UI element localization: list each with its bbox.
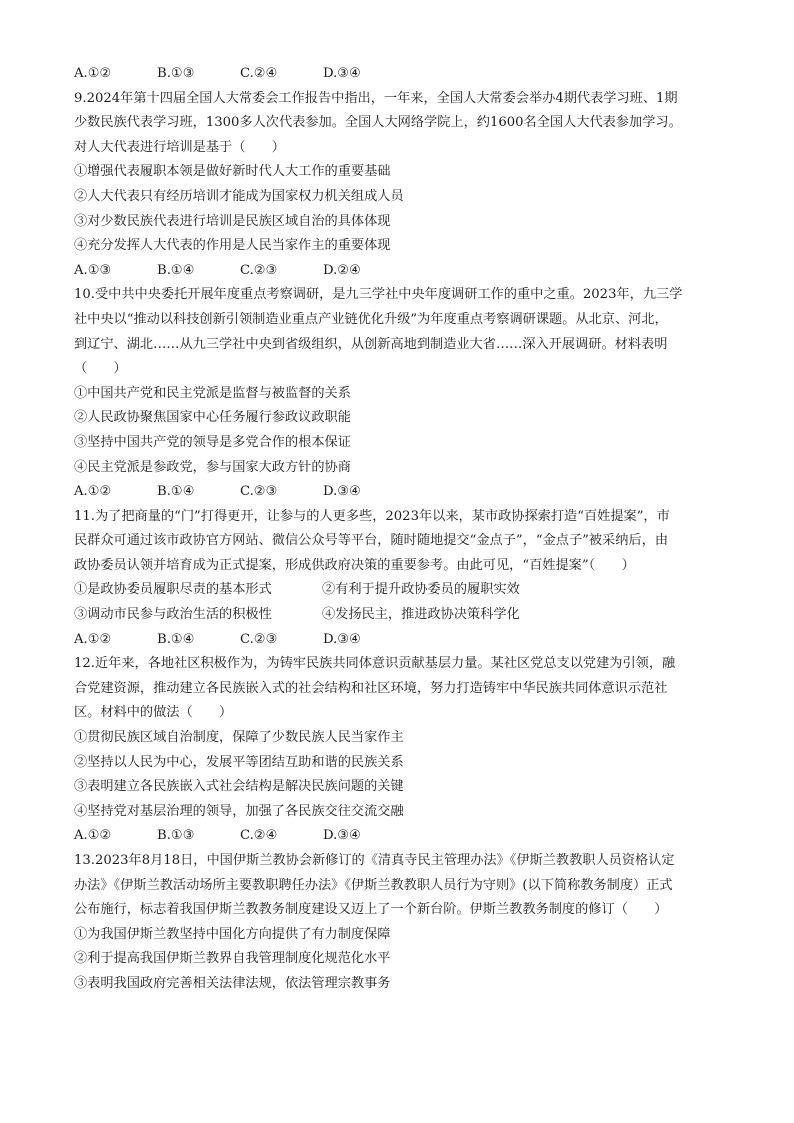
q11-stem-line-3: 政协委员认领并培育成为正式提案，形成供政府决策的重要参考。由此可见，“百姓提案”（ ） <box>74 557 635 573</box>
q13-statement-2: ②利于提高我国伊斯兰教界自我管理制度化规范化水平 <box>74 951 391 967</box>
q10-option-b: B.①④ <box>157 484 195 500</box>
q10-stem-line-4: （ ） <box>74 361 127 377</box>
q12-option-c: C.②④ <box>240 828 278 844</box>
q11-options <box>74 628 724 653</box>
q11-stem-line-1: 11.为了把商量的“门”打得更开，让参与的人更多些，2023年以来，某市政协探索打造“百姓提案”，市 <box>74 508 670 524</box>
q11-statements-row-2 <box>74 603 724 628</box>
question-11 <box>74 505 724 653</box>
exam-page <box>74 62 724 997</box>
q11-statement-4: ④发扬民主，推进政协决策科学化 <box>322 607 520 623</box>
q10-statement-3: ③坚持中国共产党的领导是多党合作的根本保证 <box>74 434 351 450</box>
q9-options <box>74 259 724 284</box>
q13-statement-1: ①为我国伊斯兰教坚持中国化方向提供了有力制度保障 <box>74 926 391 942</box>
q12-statement-2: ②坚持以人民为中心，发展平等团结互助和谐的民族关系 <box>74 754 404 770</box>
q13-stem-line-1: 13.2023年8月18日，中国伊斯兰教协会新修订的《清真寺民主管理办法》《伊斯兰教教职人员资格认定 <box>74 853 675 868</box>
q10-stem-line-1: 10.受中共中央委托开展年度重点考察调研，是九三学社中央年度调研工作的重中之重。2023年，九三学 <box>74 287 683 303</box>
q9-statement-1: ①增强代表履职本领是做好新时代人大工作的重要基础 <box>74 164 391 180</box>
q13-stem-line-2: 办法》《伊斯兰教活动场所主要教职聘任办法》《伊斯兰教教职人员行为守则》(以下简称教务制度）正式 <box>74 877 673 893</box>
q9-option-c: C.②③ <box>240 262 278 278</box>
q12-option-b: B.①③ <box>157 828 195 844</box>
q12-option-d: D.③④ <box>323 828 361 844</box>
q12-statement-1: ①贯彻民族区域自治制度，保障了少数民族人民当家作主 <box>74 730 404 746</box>
question-9 <box>74 87 724 284</box>
q12-options <box>74 824 724 849</box>
question-10 <box>74 283 724 504</box>
q8-option-d: D.③④ <box>323 66 361 81</box>
q10-option-a: A.①② <box>74 484 112 500</box>
q11-statements-row-1 <box>74 578 724 603</box>
q10-statement-2: ②人民政协聚焦国家中心任务履行参政议政职能 <box>74 410 351 426</box>
question-13 <box>74 849 724 997</box>
q8-option-a: A.①② <box>74 66 112 81</box>
q11-stem-line-2: 民群众可通过该市政协官方网站、微信公众号等平台，随时随地提交“金点子”，“金点子”被采纳后，由 <box>74 533 669 549</box>
q10-statement-4: ④民主党派是参政党，参与国家大政方针的协商 <box>74 459 351 475</box>
q11-option-a: A.①② <box>74 631 112 647</box>
q9-statement-3: ③对少数民族代表进行培训是民族区域自治的具体体现 <box>74 213 391 229</box>
q11-statement-2: ②有利于提升政协委员的履职实效 <box>322 582 520 598</box>
q10-stem-line-2: 社中央以“推动以科技创新引领制造业重点产业链优化升级”为年度重点考察调研课题。从北京、河北， <box>74 311 668 327</box>
q12-stem-line-2: 合党建资源，推动建立各民族嵌入式的社会结构和社区环境，努力打造铸牢中华民族共同体意识示范社 <box>74 680 668 696</box>
q9-option-b: B.①④ <box>157 262 195 278</box>
q12-stem-line-1: 12.近年来，各地社区积极作为，为铸牢民族共同体意识贡献基层力量。某社区党总支以党建为引领，融 <box>74 656 676 672</box>
question-12 <box>74 652 724 849</box>
q11-option-d: D.③④ <box>323 631 361 647</box>
q10-stem-line-3: 到辽宁、湖北……从九三学社中央到省级组织，从创新高地到制造业大省……深入开展调研。材料表明 <box>74 336 668 352</box>
q9-option-d: D.②④ <box>323 262 361 278</box>
q8-option-c: C.②④ <box>240 66 278 81</box>
q9-stem-line-2: 少数民族代表学习班，1300多人次代表参加。全国人大网络学院上，约1600名全国人大代表参加学习。 <box>74 115 682 131</box>
q9-statement-4: ④充分发挥人大代表的作用是人民当家作主的重要体现 <box>74 238 391 254</box>
q13-stem-line-3: 公布施行，标志着我国伊斯兰教教务制度建设又迈上了一个新台阶。伊斯兰教教务制度的修订（ ） <box>74 902 668 918</box>
q10-option-d: D.③④ <box>323 484 361 500</box>
q11-statement-1: ①是政协委员履职尽责的基本形式 <box>74 582 272 598</box>
q9-statement-2: ②人大代表只有经历培训才能成为国家权力机关组成人员 <box>74 188 404 204</box>
q10-options <box>74 480 724 505</box>
q11-statement-3: ③调动市民参与政治生活的积极性 <box>74 607 272 623</box>
q9-stem-line-1: 9.2024年第十四届全国人大常委会工作报告中指出，一年来，全国人大常委会举办4期代表学习班、1期 <box>74 90 678 106</box>
q12-statement-4: ④坚持党对基层治理的领导，加强了各民族交往交流交融 <box>74 803 404 819</box>
q10-option-c: C.②③ <box>240 484 278 500</box>
q11-option-b: B.①④ <box>157 631 195 647</box>
q9-option-a: A.①③ <box>74 262 112 278</box>
q12-statement-3: ③表明建立各民族嵌入式社会结构是解决民族问题的关键 <box>74 779 404 795</box>
q9-stem-line-3: 对人大代表进行培训是基于（ ） <box>74 139 285 155</box>
q12-stem-line-3: 区。材料中的做法（ ） <box>74 705 233 721</box>
q13-statement-3: ③表明我国政府完善相关法律法规，依法管理宗教事务 <box>74 975 391 991</box>
q11-option-c: C.②③ <box>240 631 278 647</box>
q12-option-a: A.①② <box>74 828 112 844</box>
q8-options <box>74 62 724 87</box>
q8-option-b: B.①③ <box>157 66 195 81</box>
q10-statement-1: ①中国共产党和民主党派是监督与被监督的关系 <box>74 385 351 401</box>
